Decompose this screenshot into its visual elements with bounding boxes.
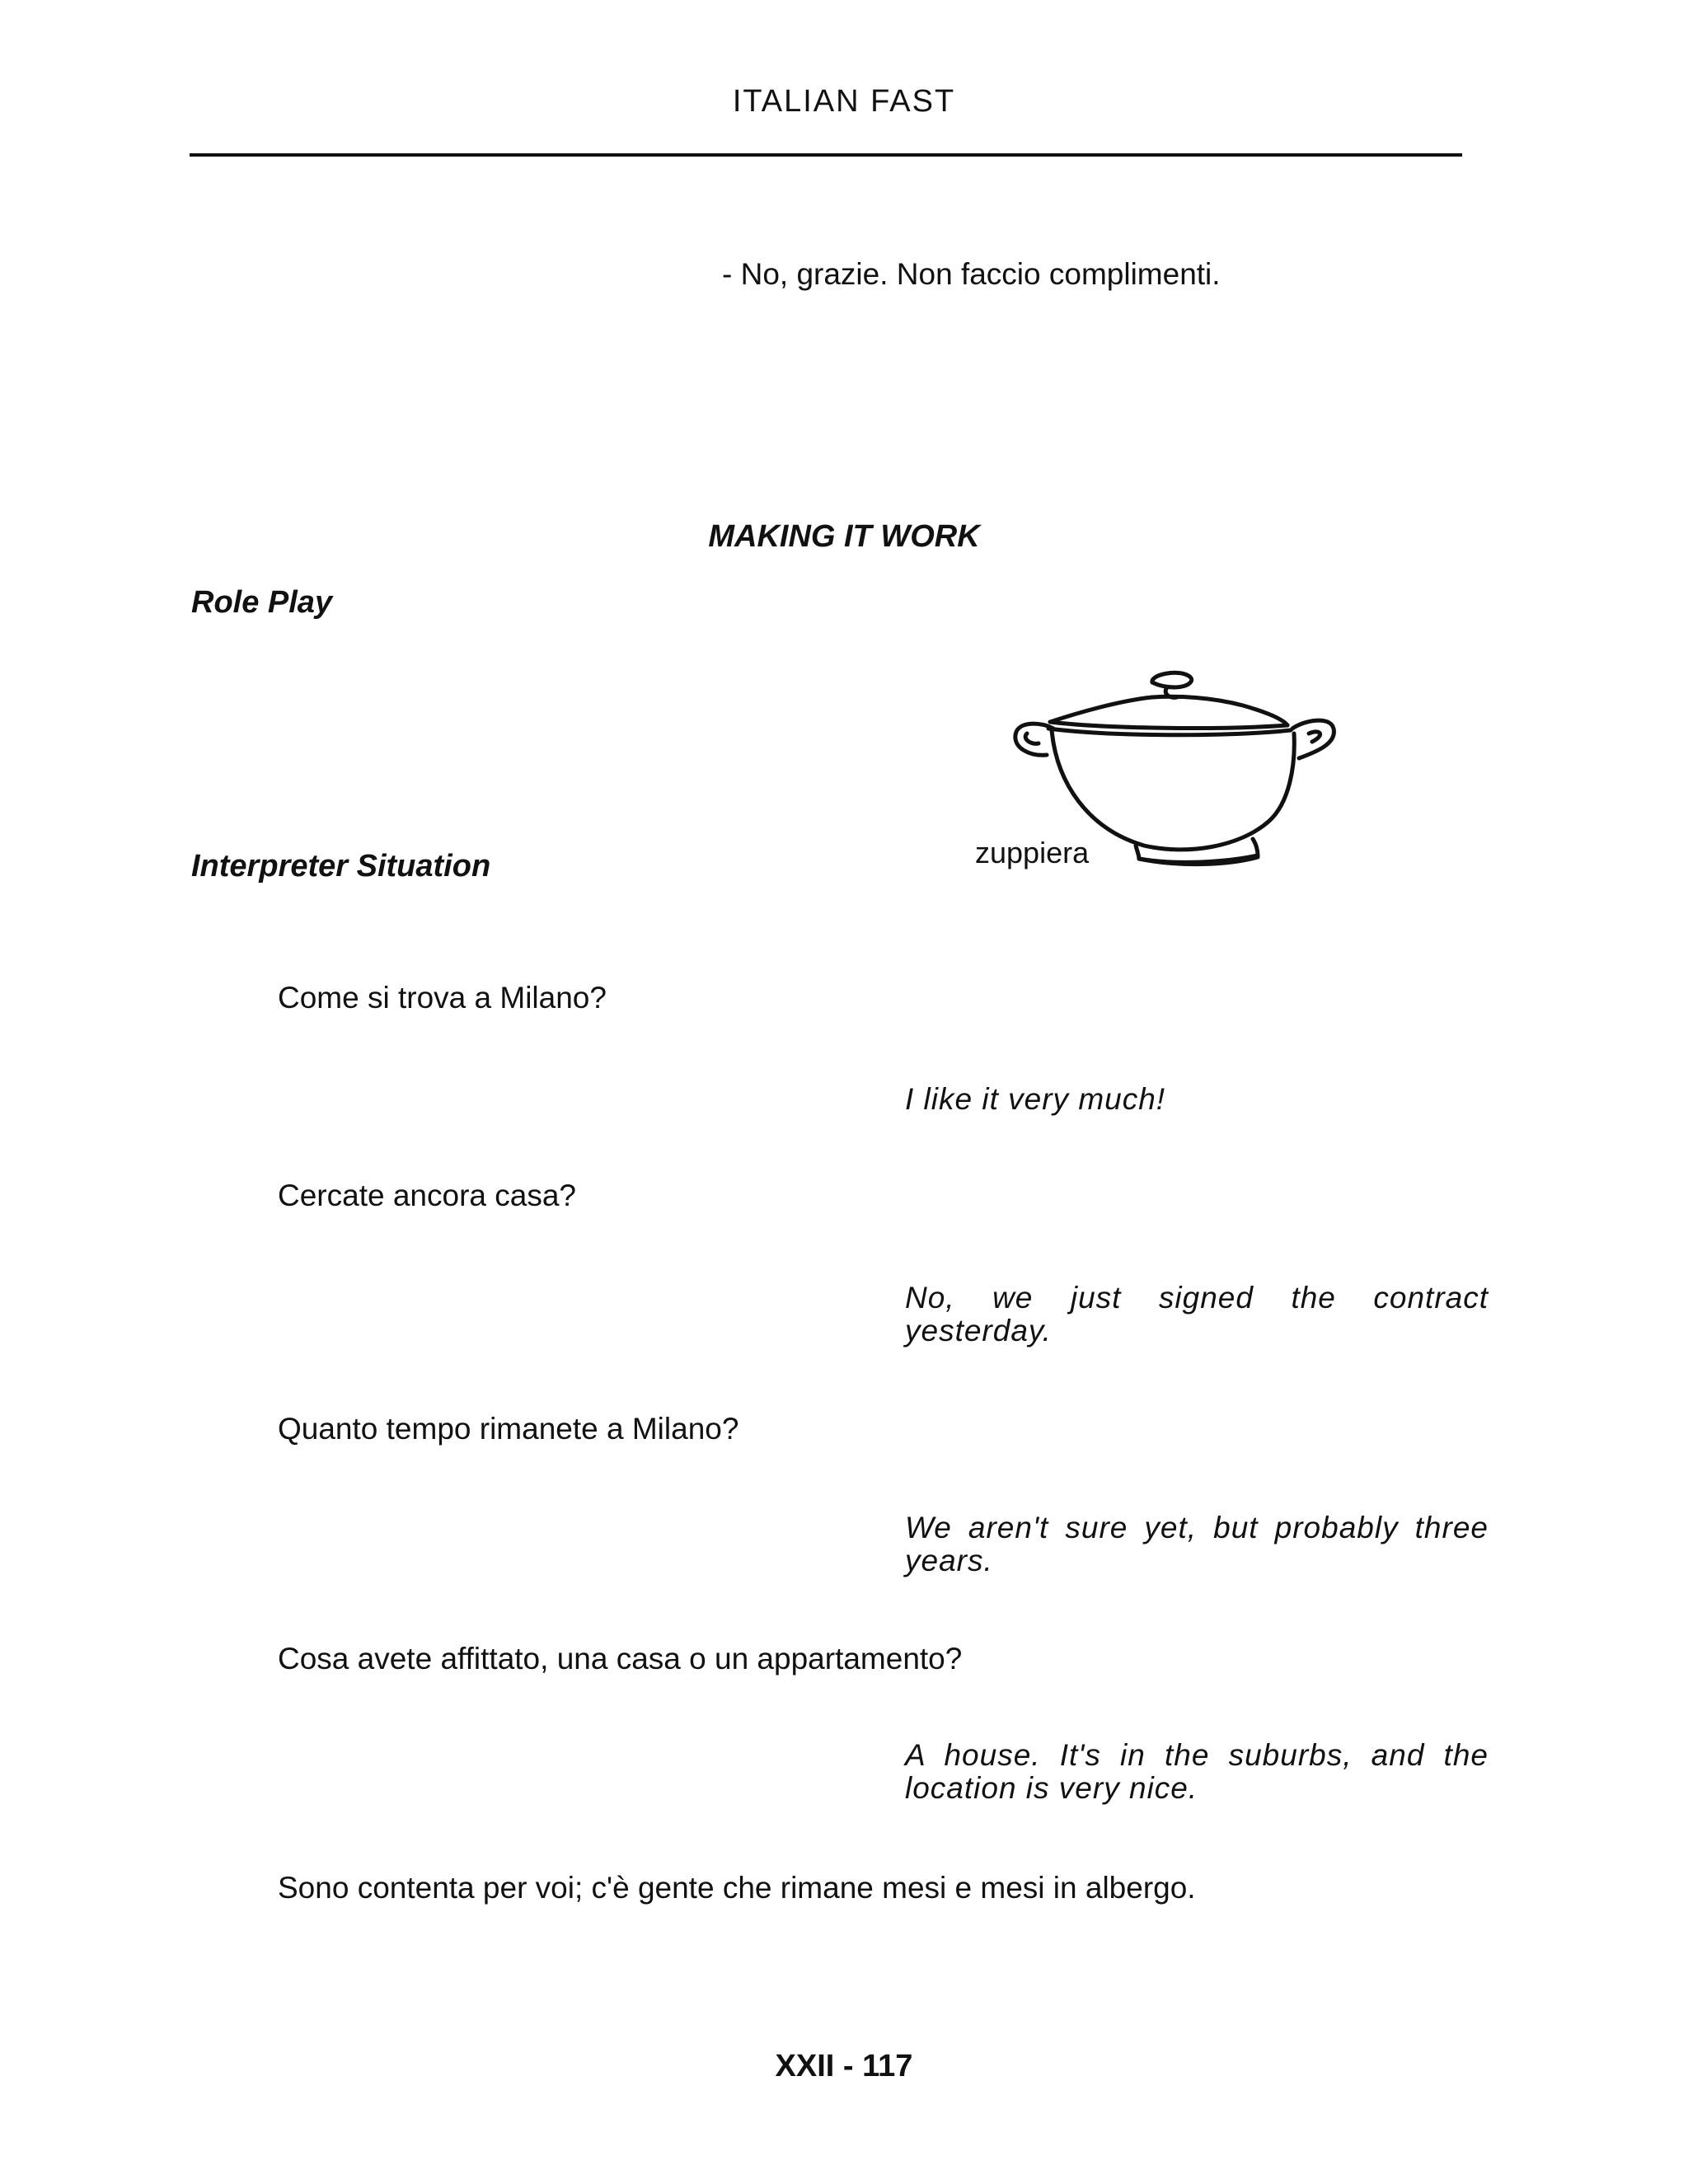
tureen-caption: zuppiera xyxy=(975,836,1090,869)
english-line: A house. It's in the suburbs, and the location is very nice. xyxy=(905,1738,1489,1805)
english-line: I like it very much! xyxy=(905,1082,1166,1116)
page-number: XXII - 117 xyxy=(775,2049,913,2083)
running-header: ITALIAN FAST xyxy=(732,84,956,119)
intro-reply: - No, grazie. Non faccio complimenti. xyxy=(722,257,1221,291)
italian-line: Sono contenta per voi; c'è gente che rimane mesi e mesi in albergo. xyxy=(278,1871,1196,1905)
italian-line: Cercate ancora casa? xyxy=(278,1179,576,1212)
english-line: No, we just signed the contract yesterday. xyxy=(905,1281,1489,1347)
section-title: MAKING IT WORK xyxy=(708,519,980,554)
italian-line: Quanto tempo rimanete a Milano? xyxy=(278,1412,739,1446)
interpreter-situation-heading: Interpreter Situation xyxy=(191,849,491,883)
role-play-heading: Role Play xyxy=(191,585,333,620)
english-line: We aren't sure yet, but probably three years. xyxy=(905,1511,1489,1577)
header-rule xyxy=(190,153,1462,157)
italian-line: Cosa avete affittato, una casa o un appartamento? xyxy=(278,1642,963,1675)
italian-line: Come si trova a Milano? xyxy=(278,981,607,1015)
